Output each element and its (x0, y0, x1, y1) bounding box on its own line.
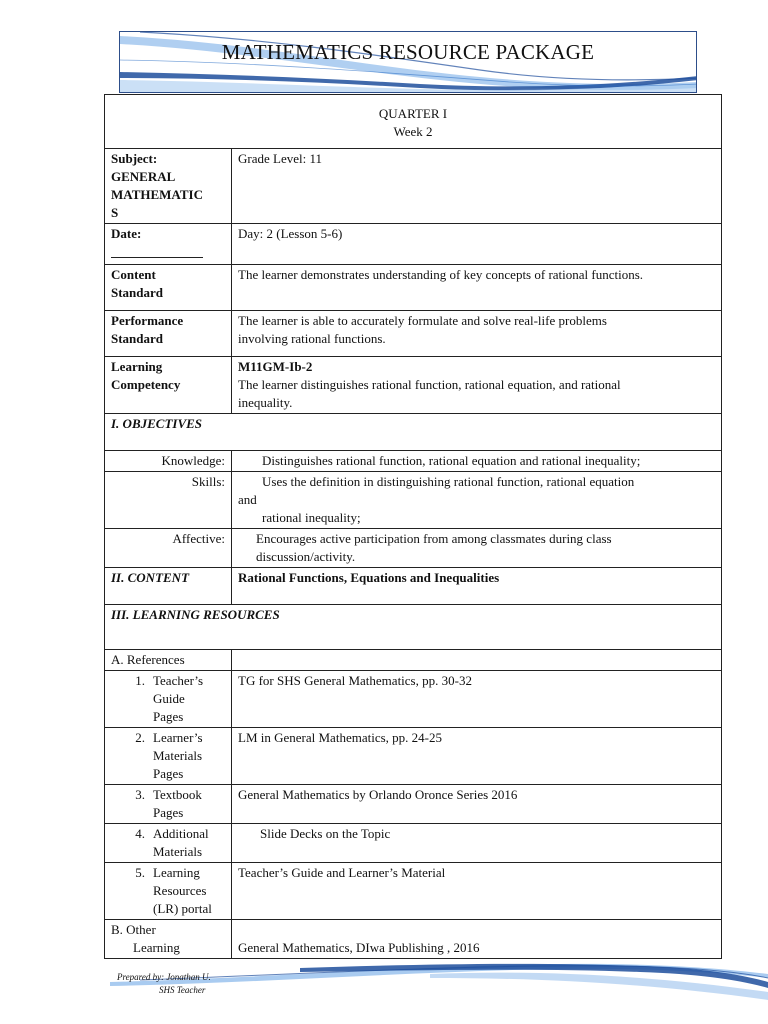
knowledge-text: Distinguishes rational function, rational equation and rational inequality; (232, 451, 722, 472)
label-line: Additional (153, 826, 209, 841)
resource-item-row (105, 671, 722, 728)
ref-label-lines (153, 786, 202, 822)
text-line: and (238, 492, 257, 507)
affective-text (232, 529, 722, 568)
resource-item-row (105, 863, 722, 920)
label-line: Standard (111, 331, 164, 346)
ref-label-lines (153, 825, 209, 861)
label-line: Learner’s (153, 730, 203, 745)
skills-label: Skills: (105, 472, 232, 529)
performance-standard-label (105, 311, 232, 357)
ref-number: 4. (135, 826, 145, 841)
content-row (105, 568, 722, 605)
date-row (105, 224, 722, 265)
resource-item-value: Teacher’s Guide and Learner’s Material (232, 863, 722, 920)
ref-label-lines (153, 864, 212, 918)
footer-swoosh-graphic (0, 952, 768, 1008)
ref-item (111, 825, 225, 861)
resource-item-row (105, 824, 722, 863)
other-resources-value: General Mathematics, DIwa Publishing , 2016 (232, 920, 722, 959)
ref-label-lines (153, 672, 203, 726)
ref-item (111, 864, 225, 918)
label-line: Teacher’s (153, 673, 204, 688)
content-heading: II. CONTENT (105, 568, 232, 605)
label-line: Learning (153, 865, 200, 880)
subject-row (105, 149, 722, 224)
date-label: Date: (111, 226, 142, 241)
resource-item-row (105, 785, 722, 824)
date-blank-line (111, 243, 203, 258)
label-line: Learning (111, 359, 163, 374)
affective-label: Affective: (105, 529, 232, 568)
quarter-cell (105, 95, 722, 149)
text-line: The learner distinguishes rational function, rational equation, and rational (238, 377, 621, 392)
resources-heading: III. LEARNING RESOURCES (105, 605, 722, 650)
preparer-role: SHS Teacher (159, 985, 206, 995)
resource-item-label (105, 785, 232, 824)
text-line: inequality. (238, 395, 293, 410)
objectives-heading-row (105, 414, 722, 451)
header-banner (119, 31, 697, 93)
date-label-cell (105, 224, 232, 265)
subject-label-line: MATHEMATIC (111, 187, 203, 202)
quarter-label: QUARTER I (378, 106, 448, 121)
subject-label-line: GENERAL (111, 169, 176, 184)
ref-item (111, 729, 225, 783)
text-line: Encourages active participation from among classmates during class (256, 531, 612, 546)
skills-text (232, 472, 722, 529)
subject-label-cell (105, 149, 232, 224)
text-line: rational inequality; (262, 510, 361, 525)
resource-item-value: General Mathematics by Orlando Oronce Series 2016 (232, 785, 722, 824)
references-row (105, 650, 722, 671)
text-line: involving rational functions. (238, 331, 386, 346)
ref-number: 3. (135, 787, 145, 802)
learning-competency-row (105, 357, 722, 414)
skills-row (105, 472, 722, 529)
content-standard-text: The learner demonstrates understanding of key concepts of rational functions. (232, 265, 722, 311)
knowledge-label: Knowledge: (105, 451, 232, 472)
subject-label-line: S (111, 205, 119, 220)
label-line: B. Other (111, 922, 156, 937)
lesson-plan-table (104, 94, 722, 959)
knowledge-row (105, 451, 722, 472)
ref-number: 1. (135, 673, 145, 688)
text-line: Uses the definition in distinguishing rational function, rational equation (262, 474, 635, 489)
label-line: Pages (153, 805, 184, 820)
document-title: MATHEMATICS RESOURCE PACKAGE (221, 40, 595, 64)
resource-item-label (105, 728, 232, 785)
label-line: Competency (111, 377, 181, 392)
resource-item-label (105, 824, 232, 863)
competency-code: M11GM-Ib-2 (238, 359, 313, 374)
content-standard-label (105, 265, 232, 311)
resource-item-label (105, 671, 232, 728)
references-label: A. References (105, 650, 232, 671)
resource-item-value: TG for SHS General Mathematics, pp. 30-32 (232, 671, 722, 728)
ref-item (111, 786, 225, 822)
label-line: Textbook (153, 787, 202, 802)
label-line: Resources (153, 883, 207, 898)
subject-label-line: Subject: (111, 151, 158, 166)
text-line: The learner is able to accurately formulate and solve real-life problems (238, 313, 607, 328)
learning-competency-cell (232, 357, 722, 414)
affective-row (105, 529, 722, 568)
text-line: discussion/activity. (256, 549, 356, 564)
label-line: Standard (111, 285, 164, 300)
label-line: Pages (153, 766, 184, 781)
resource-item-value: LM in General Mathematics, pp. 24-25 (232, 728, 722, 785)
label-line: Learning (133, 940, 180, 955)
resources-heading-row (105, 605, 722, 650)
label-line: (LR) portal (153, 901, 212, 916)
label-line: Materials (153, 844, 203, 859)
references-empty-cell (232, 650, 722, 671)
quarter-row (105, 95, 722, 149)
prepared-by: Prepared by: Jonathan U. (117, 972, 211, 982)
grade-level: Grade Level: 11 (232, 149, 722, 224)
label-line: Guide (153, 691, 185, 706)
content-standard-row (105, 265, 722, 311)
ref-label-lines (153, 729, 203, 783)
resource-item-value: Slide Decks on the Topic (232, 824, 722, 863)
performance-standard-row (105, 311, 722, 357)
content-text: Rational Functions, Equations and Inequalities (232, 568, 722, 605)
performance-standard-text (232, 311, 722, 357)
week-label: Week 2 (393, 124, 433, 139)
ref-item (111, 672, 225, 726)
ref-number: 5. (135, 865, 145, 880)
label-line: Content (111, 267, 156, 282)
label-line: Performance (111, 313, 184, 328)
resource-item-label (105, 863, 232, 920)
objectives-heading: I. OBJECTIVES (105, 414, 722, 451)
label-line: Pages (153, 709, 184, 724)
ref-number: 2. (135, 730, 145, 745)
day-value: Day: 2 (Lesson 5-6) (232, 224, 722, 265)
label-line: Materials (153, 748, 203, 763)
learning-competency-label (105, 357, 232, 414)
resource-item-row (105, 728, 722, 785)
